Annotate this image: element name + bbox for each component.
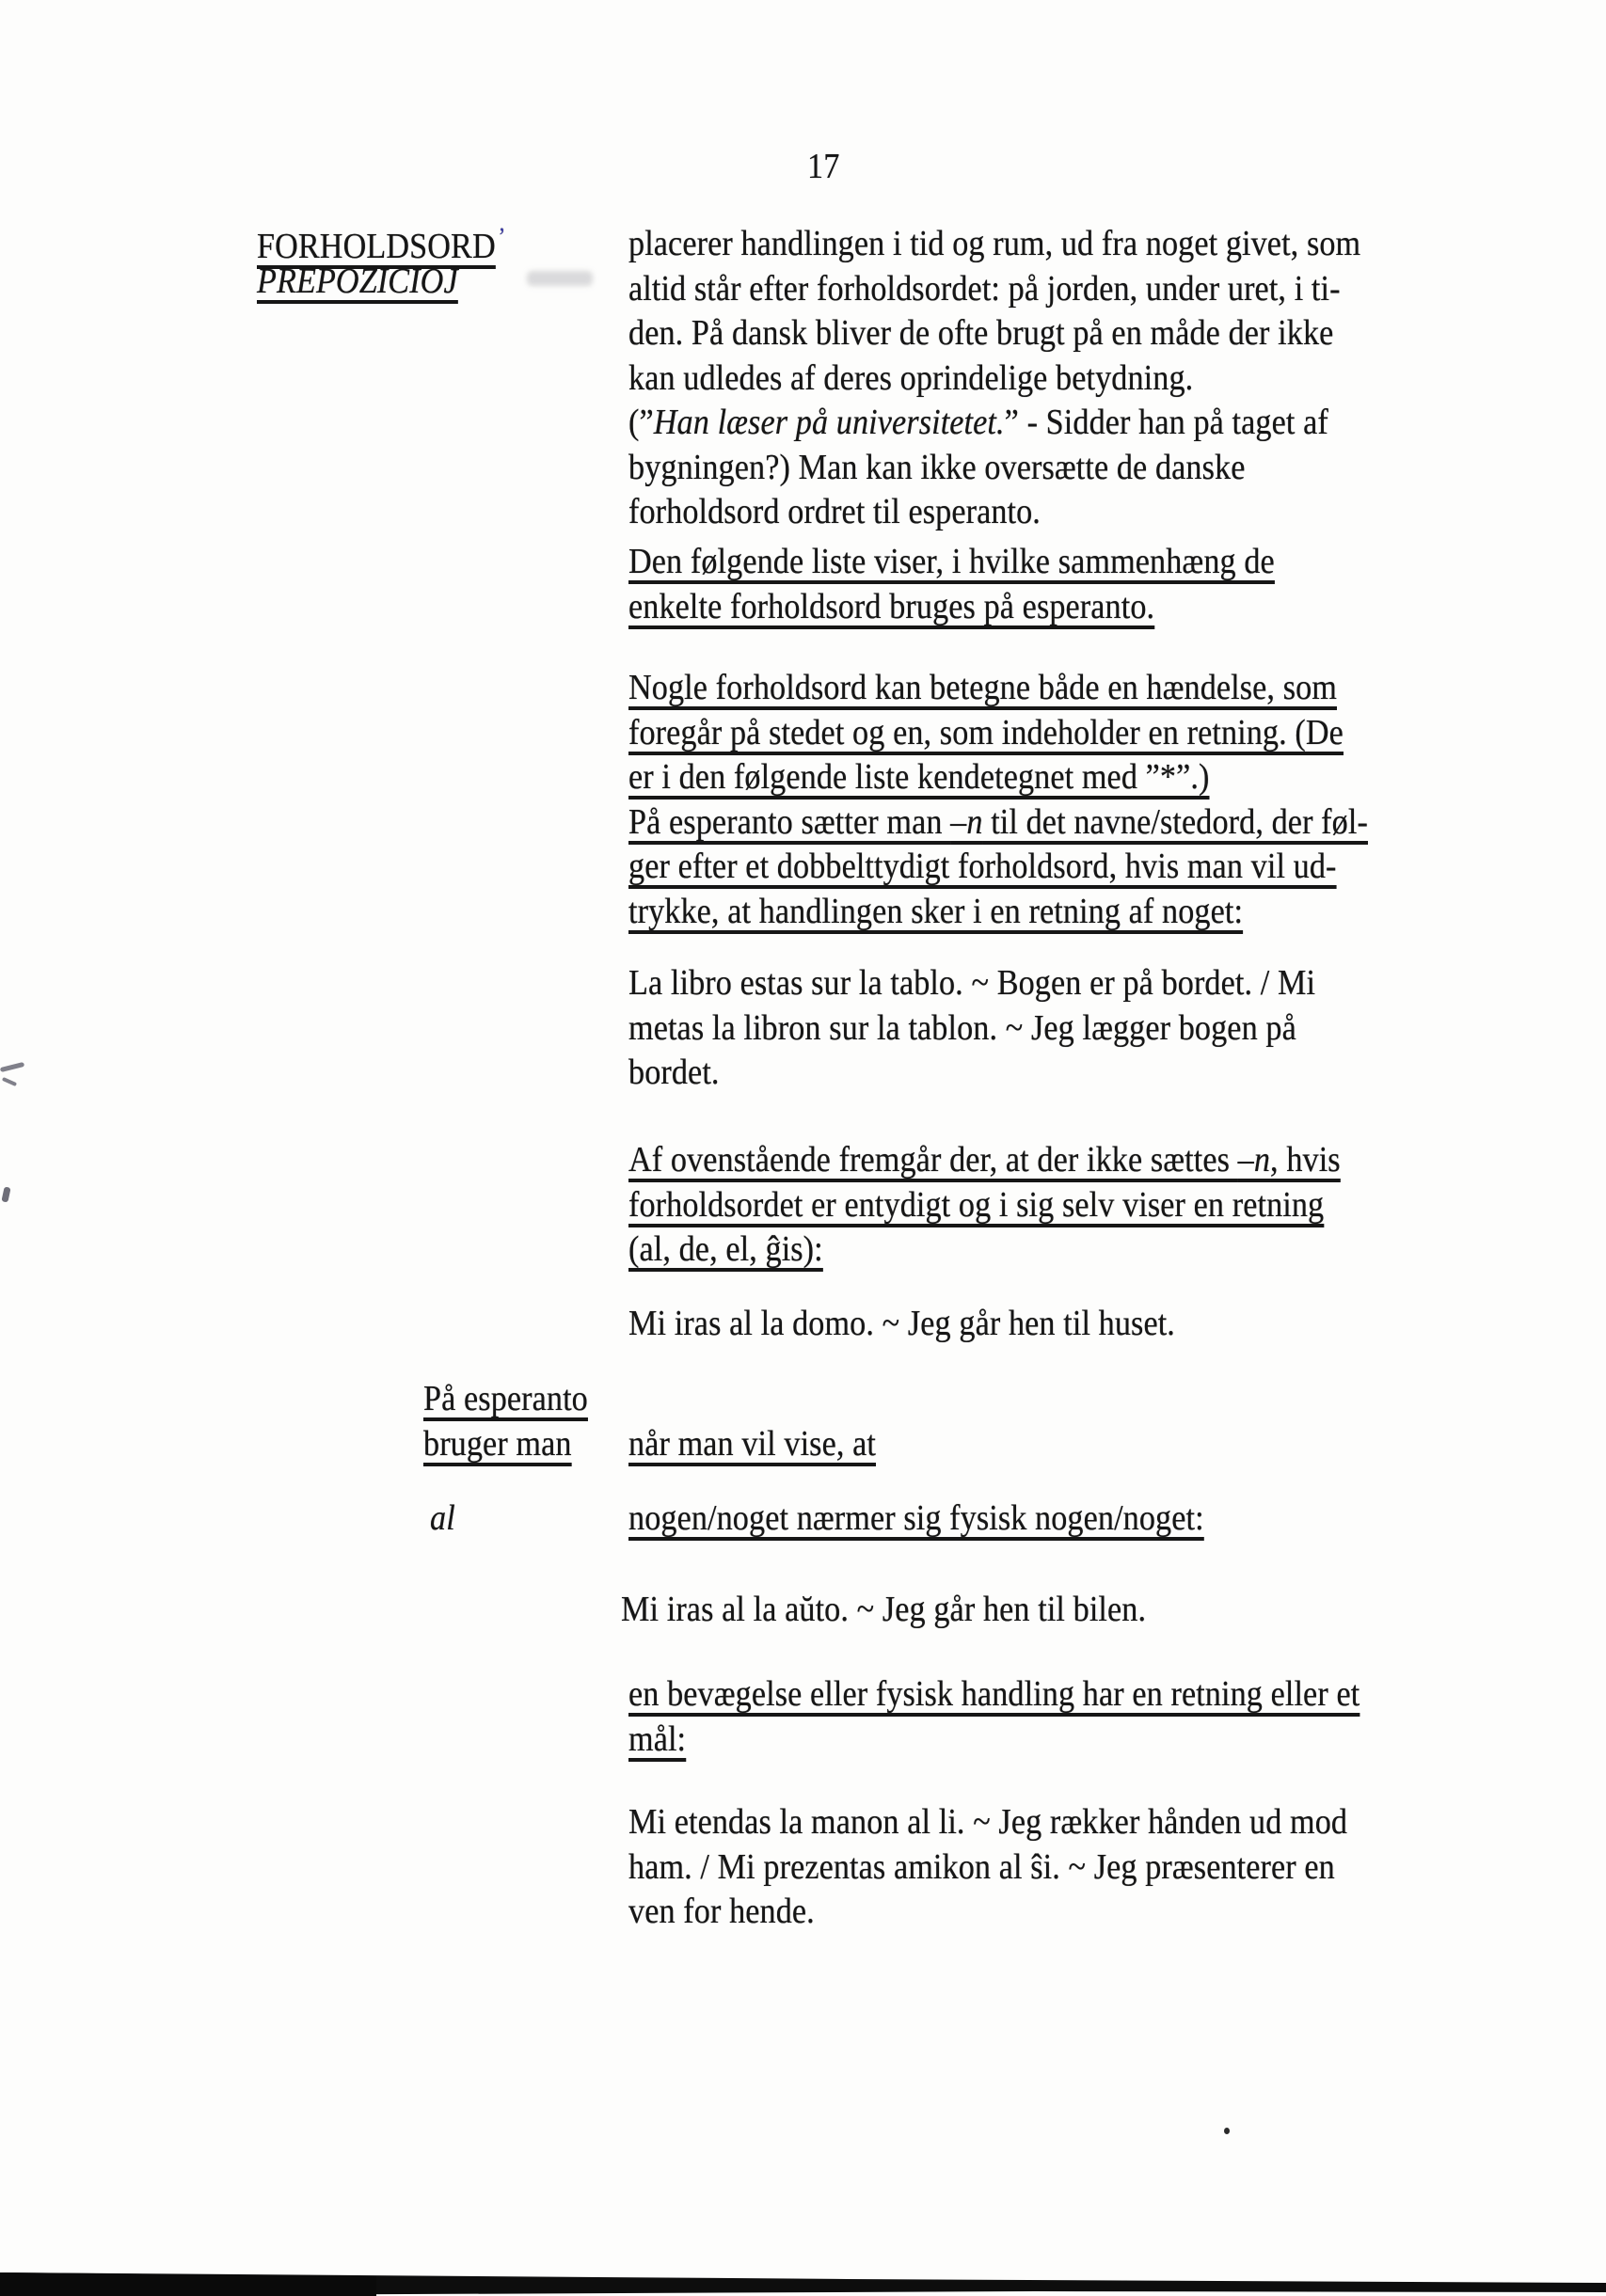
scan-edge-bar xyxy=(0,2266,1606,2296)
scan-smudge xyxy=(527,271,593,286)
entry-al-term xyxy=(430,1496,455,1542)
example-auto-paragraph xyxy=(621,1588,1146,1633)
example-line: ven for hende. xyxy=(628,1892,815,1931)
list-note-line: enkelte forholdsord bruges på esperanto. xyxy=(628,586,1155,626)
example-line: Mi iras al la aŭto. ~ Jeg går hen til bilen. xyxy=(621,1590,1147,1629)
usage-intro-left-column xyxy=(423,1377,588,1466)
direction-note-paragraph xyxy=(628,1672,1360,1762)
accusative-n-marker: –n xyxy=(1237,1140,1271,1180)
example-line: Mi etendas la manon al li. ~ Jeg rækker hånden ud mod xyxy=(628,1802,1348,1842)
intro-line: bygningen?) Man kan ikke oversætte de danske xyxy=(628,447,1246,487)
example-line: ham. / Mi prezentas amikon al ŝi. ~ Jeg præsenterer en xyxy=(628,1846,1335,1887)
stray-ink-tick: ’ xyxy=(498,223,506,250)
direction-note-line: mål: xyxy=(628,1718,687,1759)
dual-note-line: trykke, at handlingen sker i en retning af noget: xyxy=(628,891,1244,931)
usage-intro-left-line: På esperanto xyxy=(423,1379,588,1418)
margin-heading-esperanto-text: PREPOZICIOJ xyxy=(257,261,458,301)
quote-close-and-text: ” - Sidder han på taget af xyxy=(1004,403,1328,442)
intro-line: altid står efter forholdsordet: på jorden, under uret, i ti- xyxy=(628,268,1341,309)
dual-note-line: er i den følgende liste kendetegnet med ”*”.) xyxy=(628,757,1210,797)
dual-note-line: Nogle forholdsord kan betegne både en hændelse, som xyxy=(628,668,1338,707)
rule-text: til det navne/stedord, der føl- xyxy=(982,801,1368,842)
quoted-danish-sentence: Han læser på universitetet. xyxy=(653,403,1005,442)
entry-al-definition xyxy=(628,1496,1204,1542)
intro-paragraph xyxy=(628,222,1360,535)
margin-scan-artifact xyxy=(0,1062,24,1072)
page-number: 17 xyxy=(807,147,840,186)
list-note-paragraph xyxy=(628,540,1275,629)
intro-line-quote xyxy=(628,401,1360,446)
intro-line: placerer handlingen i tid og rum, ud fra noget givet, som xyxy=(628,224,1361,263)
dual-note-line-accusative xyxy=(628,800,1368,846)
margin-heading-danish xyxy=(257,214,506,266)
example-domo-paragraph xyxy=(628,1302,1175,1347)
intro-line: forholdsord ordret til esperanto. xyxy=(628,492,1041,531)
intro-line: den. På dansk bliver de ofte brugt på en måde der ikke xyxy=(628,313,1334,353)
no-n-line: (al, de, el, ĝis): xyxy=(628,1229,823,1269)
accusative-n-marker: –n xyxy=(950,801,983,842)
rule-text: På esperanto sætter man xyxy=(628,801,951,842)
direction-note-line: en bevægelse eller fysisk handling har en retning eller et xyxy=(628,1674,1360,1714)
list-note-line: Den følgende liste viser, i hvilke sammenhæng de xyxy=(628,542,1275,581)
rule-text: , hvis xyxy=(1270,1140,1341,1180)
example-line: metas la libron sur la tablon. ~ Jeg lægger bogen på xyxy=(628,1007,1296,1048)
margin-scan-artifact xyxy=(2,1077,17,1086)
example-line: Mi iras al la domo. ~ Jeg går hen til huset. xyxy=(628,1304,1175,1343)
example-tablo-paragraph xyxy=(628,961,1315,1096)
example-etendas-paragraph xyxy=(628,1800,1347,1935)
no-n-line: forholdsordet er entydigt og i sig selv viser en retning xyxy=(628,1184,1325,1225)
preposition-term: al xyxy=(430,1498,455,1538)
entry-al-definition-line: nogen/noget nærmer sig fysisk nogen/noget: xyxy=(628,1498,1204,1538)
stray-dot-artifact xyxy=(1224,2128,1230,2134)
rule-text: Af ovenstående fremgår der, at der ikke sættes xyxy=(628,1140,1238,1180)
margin-heading xyxy=(257,214,505,304)
usage-intro-right-column xyxy=(628,1422,876,1467)
no-n-line-accusative xyxy=(628,1138,1341,1183)
example-line: bordet. xyxy=(628,1053,720,1092)
margin-heading-danish-text: FORHOLDSORD xyxy=(257,227,496,266)
dual-note-paragraph xyxy=(628,666,1368,934)
intro-line: kan udledes af deres oprindelige betydning. xyxy=(628,357,1194,398)
usage-intro-left-line: bruger man xyxy=(423,1423,572,1464)
margin-scan-artifact xyxy=(1,1186,10,1202)
quote-open: (” xyxy=(628,403,654,442)
dual-note-line: foregår på stedet og en, som indeholder en retning. (De xyxy=(628,712,1344,752)
usage-intro-right-line: når man vil vise, at xyxy=(628,1424,876,1464)
dual-note-line: ger efter et dobbelttydigt forholdsord, hvis man vil ud- xyxy=(628,847,1337,886)
example-line: La libro estas sur la tablo. ~ Bogen er på bordet. / Mi xyxy=(628,963,1316,1003)
no-n-note-paragraph xyxy=(628,1138,1341,1273)
